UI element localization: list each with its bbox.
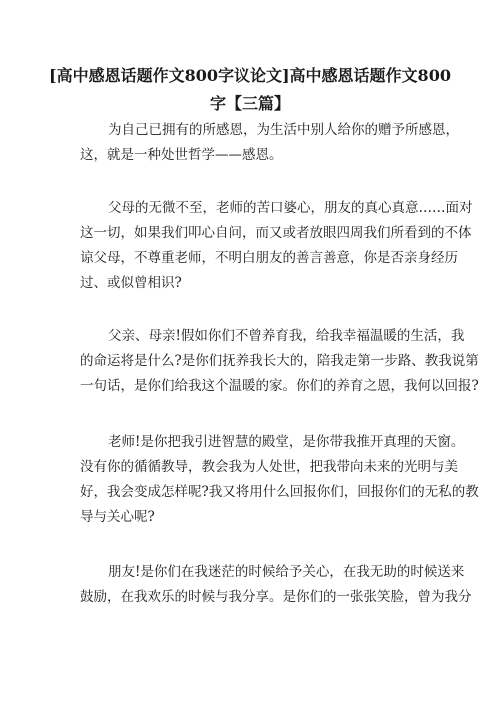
paragraph-line: 鼓励，在我欢乐的时候与我分享。是你们的一张张笑脸，曾为我分: [80, 589, 472, 605]
paragraph-line: 导与关心呢?: [80, 509, 155, 525]
paragraph-line: 好，我会变成怎样呢?我又将用什么回报你们，回报你们的无私的教: [80, 484, 479, 500]
paragraph-line: 的命运将是什么?是你们抚养我长大的，陪我走第一步路、教我说第: [80, 353, 479, 369]
paragraph-line: 老师!是你把我引进智慧的殿堂，是你带我推开真理的天窗。: [108, 434, 465, 450]
paragraph-line: 没有你的循循教导，教会我为人处世，把我带向未来的光明与美: [80, 459, 458, 475]
paragraph-line: 朋友!是你们在我迷茫的时候给予关心，在我无助的时候送来: [108, 564, 465, 580]
paragraph-line: 谅父母，不尊重老师，不明白朋友的善言善意，你是否亲身经历: [80, 250, 458, 266]
paragraph-line: 过、或似曾相识?: [80, 275, 182, 291]
document-title-line-1: [高中感恩话题作文800字议论文]高中感恩话题作文800: [49, 66, 451, 85]
document-title-line-2: 字【三篇】: [209, 94, 290, 113]
paragraph-line: 为自己已拥有的所感恩，为生活中别人给你的赠予所感恩，: [108, 122, 459, 138]
paragraph-line: 这一切，如果我们叩心自问，而又或者放眼四周我们所看到的不体: [80, 225, 472, 241]
paragraph-line: 这，就是一种处世哲学——感恩。: [80, 147, 283, 163]
paragraph-line: 一句话，是你们给我这个温暖的家。你们的养育之恩，我何以回报?: [80, 378, 479, 394]
paragraph-line: 父母的无微不至，老师的苦口婆心，朋友的真心真意……面对: [108, 200, 473, 216]
paragraph-line: 父亲、母亲!假如你们不曾养育我，给我幸福温暖的生活，我: [108, 328, 465, 344]
